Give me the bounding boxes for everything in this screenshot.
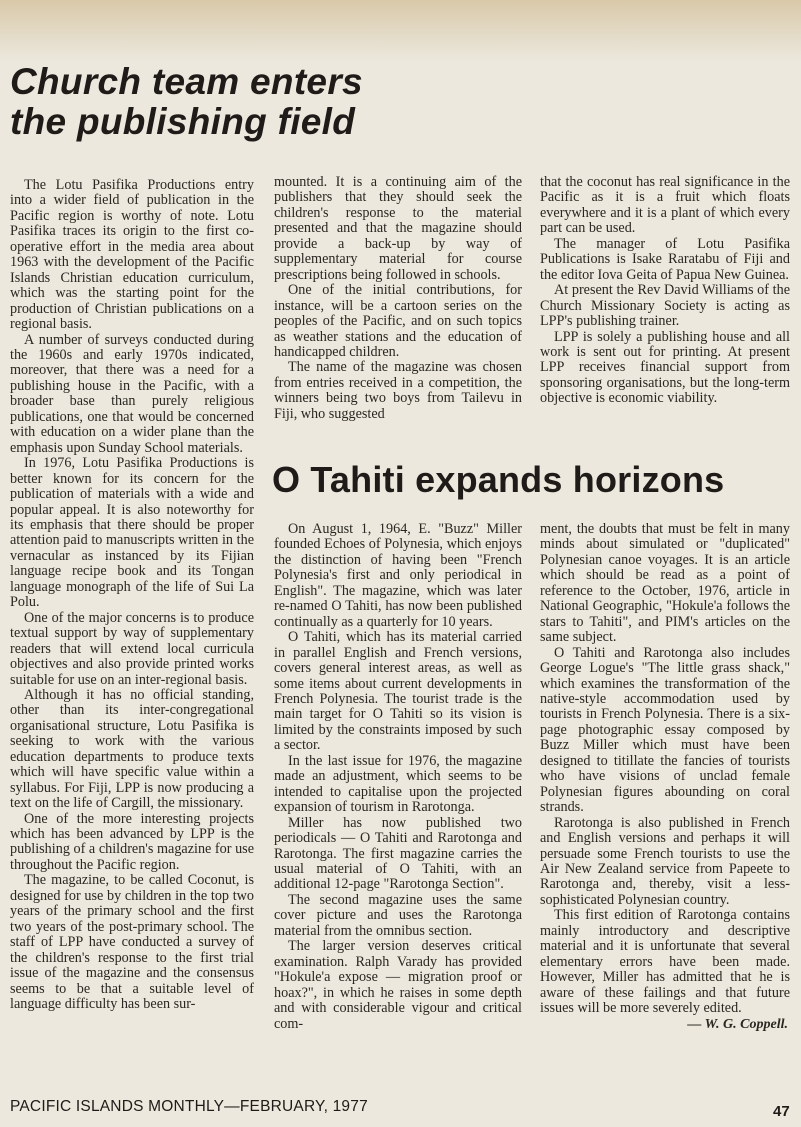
page-number: 47 [773, 1103, 790, 1120]
paragraph: One of the initial contributions, for instance, will be a cartoon series on the peoples of the Pacific, and on such topics as weather stations and the education of handicapped children. [274, 282, 522, 360]
paragraph: The Lotu Pasifika Productions entry into a wider field of publication in the Pacific region is worthy of note. Lotu Pasifika traces its origin to the first co-operative effort in the media area about 1963 with the development of the Pacific Islands Christian education curriculum, which was the starting point for the production of Christian publications on a regional basis. [10, 177, 254, 333]
paragraph: This first edition of Rarotonga contains mainly introductory and descriptive material and it is unfortunate that several elementary errors have been made. However, Miller has admitted that he is aware of these failings and that future issues will be more severely edited. [540, 907, 790, 1017]
paragraph: ment, the doubts that must be felt in many minds about simulated or "duplicated" Polynesian canoe voyages. It is an article which should be read as a point of reference to the October, 1976, article in National Geographic, "Hokule'a follows the stars to Tahiti", and PIM's articles on the same subject. [540, 521, 790, 646]
paragraph: LPP is solely a publishing house and all work is sent out for printing. At present LPP receives financial support from sponsoring organisations, but the long-term objective is economic viability. [540, 328, 790, 407]
paragraph: A number of surveys conducted during the 1960s and early 1970s indicated, moreover, that there was a need for a publishing house in the Pacific, with a broader base than purely religious publications, one that would be concerned with education on a wider plane than the emphasis upon Sunday School materials. [10, 331, 254, 456]
paragraph: Miller has now published two periodicals — O Tahiti and Rarotonga and Rarotonga. The first magazine carries the usual material of O Tahiti, with an additional 12-page "Rarotonga Section". [274, 814, 522, 893]
article1-headline-line1: Church team enters [10, 61, 363, 102]
article2-column-2 [540, 522, 790, 1032]
paragraph: In the last issue for 1976, the magazine made an adjustment, which seems to be intended to capitalise upon the projected expansion of tourism in Rarotonga. [274, 752, 522, 816]
article1-column-1 [10, 178, 254, 1012]
publication-footer: PACIFIC ISLANDS MONTHLY—FEBRUARY, 1977 [10, 1098, 368, 1115]
article1-column-3 [540, 175, 790, 407]
paragraph: The larger version deserves critical examination. Ralph Varady has provided "Hokule'a expose — migration proof or hoax?", in which he raises in some depth and with considerable vigour and critical com- [274, 938, 522, 1032]
paragraph: Rarotonga is also published in French and English versions and perhaps it will persuade some French tourists to use the Air New Zealand service from Papeete to Rarotonga and, thereby, visit a less-sophisticated Polynesian country. [540, 814, 790, 908]
paragraph: The second magazine uses the same cover picture and uses the Rarotonga material from the omnibus section. [274, 891, 522, 939]
paragraph: The name of the magazine was chosen from entries received in a competition, the winners being two boys from Tailevu in Fiji, who suggested [274, 359, 522, 422]
paragraph: O Tahiti, which has its material carried in parallel English and French versions, covers general interest areas, as well as some items about current developments in French Polynesia. The tourist trade is the main target for O Tahiti so its vision is limited by the constraints imposed by such a sector. [274, 629, 522, 754]
article2-headline: O Tahiti expands horizons [272, 459, 725, 500]
paragraph: Although it has no official standing, other than its inter-congregational organisational structure, Lotu Pasifika is seeking to work with the various education departments to produce texts which will have specific value within a syllabus. For Fiji, LPP is now producing a text on the life of Cargill, the missionary. [10, 686, 254, 812]
paragraph: The magazine, to be called Coconut, is designed for use by children in the top two years of the primary school and the first two years of the post-primary school. The staff of LPP have conducted a survey of the children's response to the first trial issue of the magazine and the consensus seems to be that a suitable level of language difficulty has been sur- [10, 872, 254, 1013]
author-signature: — W. G. Coppell. [687, 1016, 788, 1032]
paragraph: One of the major concerns is to produce textual support by way of supplementary readers that will extend local curricula objectives and also provide printed works suitable for use on an inter-regional basis. [10, 609, 254, 688]
article1-headline [10, 62, 410, 142]
paragraph: On August 1, 1964, E. "Buzz" Miller founded Echoes of Polynesia, which enjoys the distinction of having been "French Polynesia's first and only periodical in English". The magazine, which was later re-named O Tahiti, has now been published continually as a quarterly for 10 years. [274, 521, 522, 630]
page-top-band [0, 0, 801, 62]
article1-column-2 [274, 175, 522, 422]
paragraph: mounted. It is a continuing aim of the publishers that they should seek the children's response to the material presented and that the magazine should provide a back-up by way of supplementary material for course prescriptions being followed in schools. [274, 174, 522, 283]
paragraph: One of the more interesting projects which has been advanced by LPP is the publishing of a children's magazine for use throughout the Pacific region. [10, 810, 254, 873]
paragraph: In 1976, Lotu Pasifika Productions is better known for its concern for the publication of materials with a wide and popular appeal. It is also noteworthy for its emphasis that there should be proper attention paid to manuscripts written in the vernacular as instanced by its Fijian language recipe book and its Tongan language monograph of the life of Sui La Polu. [10, 455, 254, 611]
paragraph: The manager of Lotu Pasifika Publications is Isake Raratabu of Fiji and the editor Iova Geita of Papua New Guinea. [540, 235, 790, 283]
paragraph: O Tahiti and Rarotonga also includes George Logue's "The little grass shack," which examines the transformation of the native-style accommodation used by tourists in French Polynesia. There is a six-page photographic essay composed by Buzz Miller which must have been designed to titillate the fancies of tourists who have visions of unclad female Polynesian figures abounding on coral strands. [540, 644, 790, 816]
article1-headline-line2: the publishing field [10, 101, 356, 142]
paragraph: that the coconut has real significance in the Pacific as it is a fruit which floats everywhere and it is a plant of which every part can be used. [540, 174, 790, 237]
article2-column-1 [274, 522, 522, 1032]
paragraph: At present the Rev David Williams of the Church Missionary Society is acting as LPP's publishing trainer. [540, 282, 790, 330]
